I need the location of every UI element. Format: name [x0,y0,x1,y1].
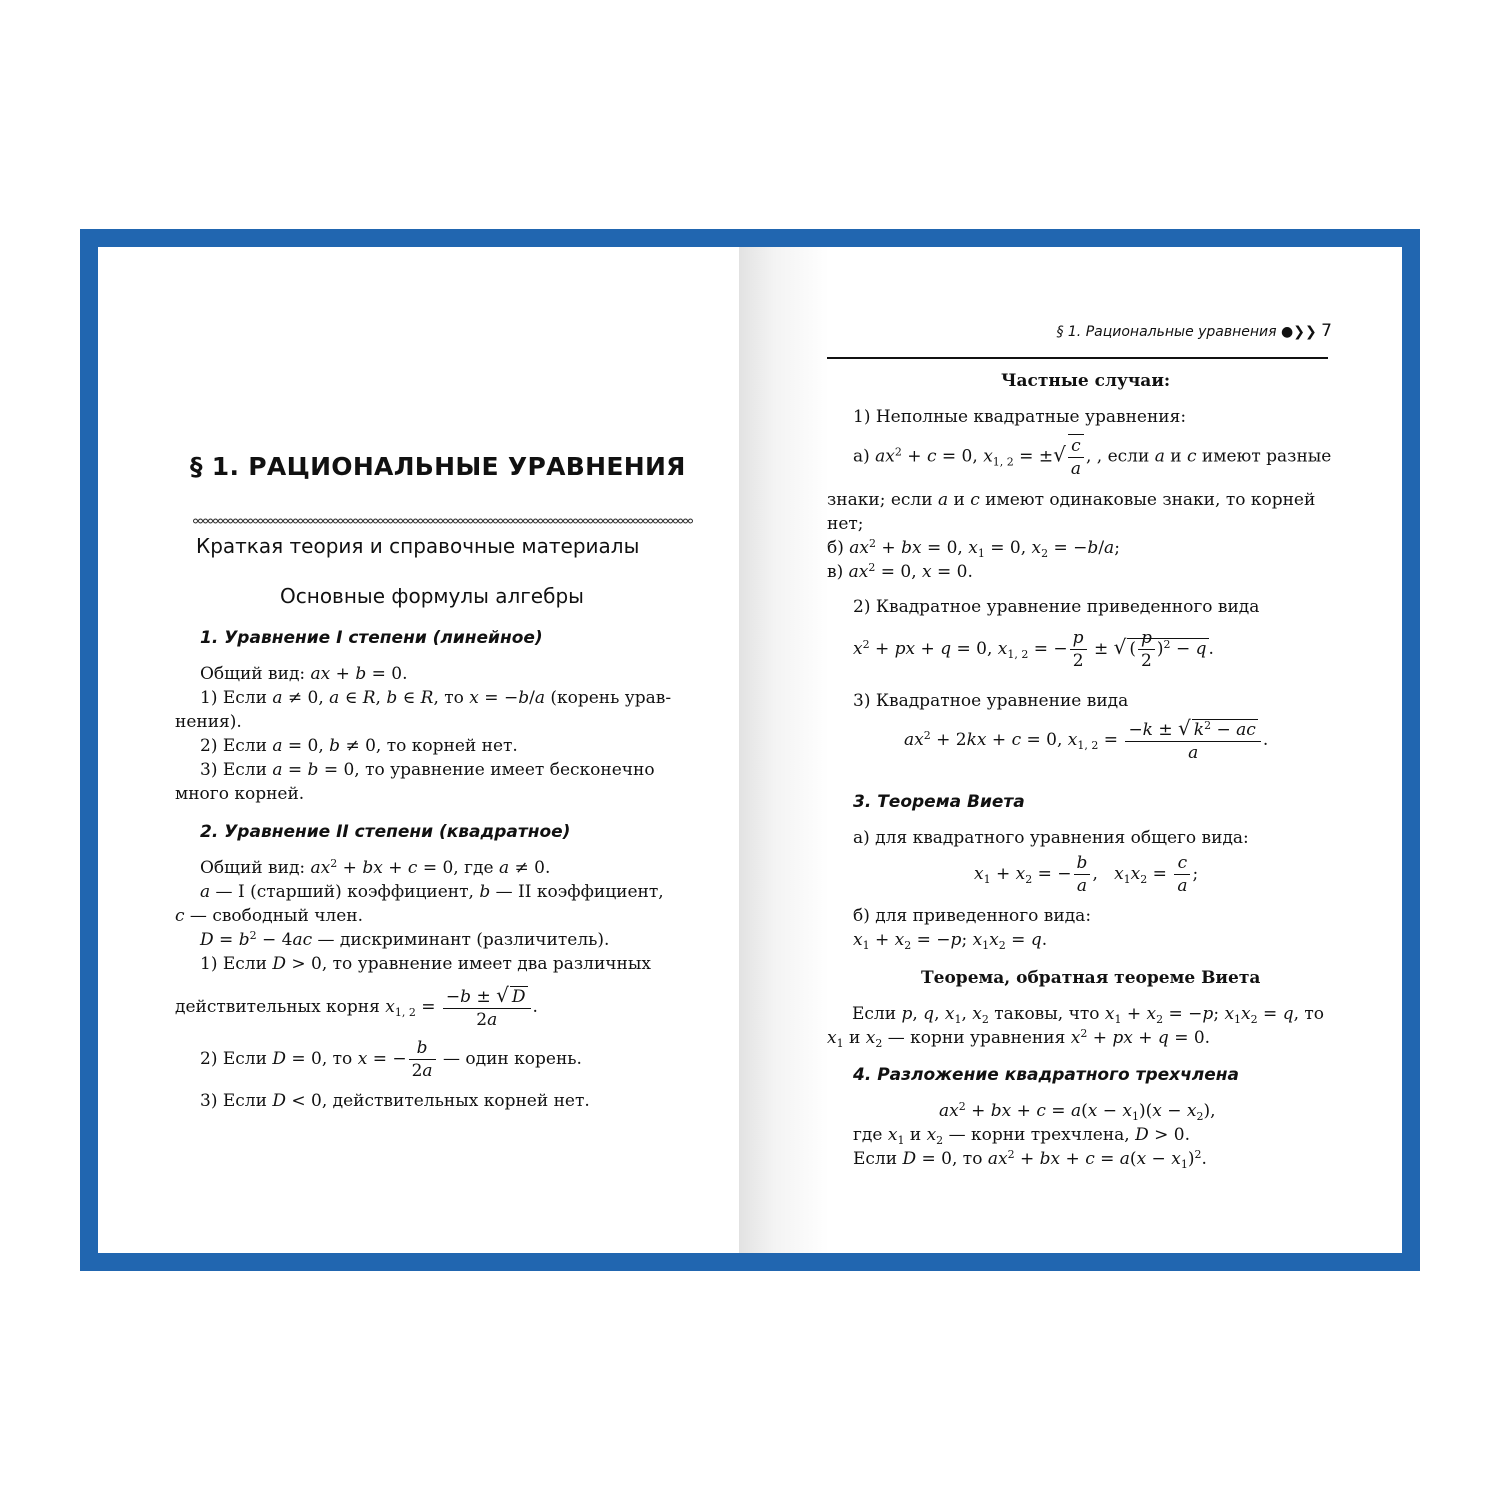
factor-formula: $ax^2$ + bx + $c = a(x - x_1)(x - x_2)$, [939,1100,1216,1123]
running-head: § 1. Рациональные уравнения ●❯❯ 7 [1056,321,1332,341]
case-a-cont: знаки; если a и c имеют одинаковые знаки, то корней нет; б) $ax^2$ + bx = 0, $x_1 = 0$, $x_2 = -b/a$; в) $ax^2 = 0$, x = 0. [827,490,1316,582]
factor-notes: где $x_1$ и $x_2$ — корни трехчлена, D > 0. Если D = 0, то $ax^2$ + bx + $c = a(x - x_1)^2$. [853,1125,1207,1171]
no-roots-line: 3) Если D < 0, действительных корней нет. [200,1091,590,1111]
chapter-title: § 1. РАЦИОНАЛЬНЫЕ УРАВНЕНИЯ [190,452,686,481]
right-page [739,247,1402,1253]
kind3-formula: $ax^2 + 2kx + c = 0$, $x_{1, 2}$ = $\frac{-k \pm √ k^2 - ac}{a}$ . [904,716,1269,763]
two-roots-formula: действительных корня $x_{1, 2}$ = $\frac{-b \pm √ D}{2a}$ . [175,983,538,1030]
linear-block: Общий вид: ax + b = 0. 1) Если a ≠ 0, a ∈ R, b ∈ R, то x = −b/a (корень урав- нения). 2) Если a = 0, b ≠ 0, то корней нет. 3) Если a = b = 0, то уравнение имеет бесконечно много корней. [175,664,672,804]
left-page [98,247,739,1253]
heading-factor: 4. Разложение квадратного трехчлена [853,1065,1239,1085]
decorative-divider [193,517,693,525]
one-root-formula: 2) Если D = 0, то x = − $\frac{b}{2a}$ — один корень. [200,1038,582,1081]
vieta-a-title: а) для квадратного уравнения общего вида: [853,828,1249,848]
heading-quadratic: 2. Уравнение II степени (квадратное) [200,822,571,842]
incomplete-title: 1) Неполные квадратные уравнения: [853,407,1187,427]
case-a-formula: а) $ax^2 + c = 0$, $x_{1, 2}$ = ±√ $\frac{c}{a}$ , , если a и c имеют разные [853,436,1332,479]
book-spread [80,229,1420,1271]
vieta-b-block: б) для приведенного вида: $x_1 + x_2 = -p$; $x_1x_2 = q$. [853,906,1092,952]
bullet-arrows-icon: ●❯❯ [1281,324,1317,340]
subsection-title: Основные формулы алгебры [280,584,584,608]
kind3-title: 3) Квадратное уравнение вида [853,691,1129,711]
heading-vieta: 3. Теорема Виета [853,792,1025,812]
converse-block: Если p, q, $x_1$, $x_2$ таковы, что $x_1 + x_2 = -p$; $x_1x_2 = q$, то $x_1$ и $x_2$ — корни уравнения $x^2$ + px + q = 0. [827,1004,1325,1050]
converse-title: Теорема, обратная теореме Виета [921,968,1261,988]
reduced-title: 2) Квадратное уравнение приведенного вида [853,597,1260,617]
heading-linear: 1. Уравнение I степени (линейное) [200,628,543,648]
vieta-a-formula: $x_1 + x_2$ = − $\frac{b}{a}$ , $x_1x_2$ = $\frac{c}{a}$ ; [974,853,1199,896]
header-rule [827,357,1328,359]
reduced-formula: $x^2$ + px + q = 0, $x_{1, 2}$ = − $\frac{p}{2}$ ± √ ( $\frac{p}{2}$ )$^2$ − q . [853,628,1214,671]
special-cases-title: Частные случаи: [1001,371,1171,391]
section-title: Краткая теория и справочные материалы [196,534,640,558]
page-number: 7 [1321,321,1332,341]
quadratic-block: Общий вид: $ax^2$ + bx + c = 0, где a ≠ 0. a — I (старший) коэффициент, b — II коэффициент, c — свободный член. $D = b^2 - 4ac$ — дискриминант (различитель). 1) Если D > 0, то уравнение имеет два различных [175,857,664,974]
